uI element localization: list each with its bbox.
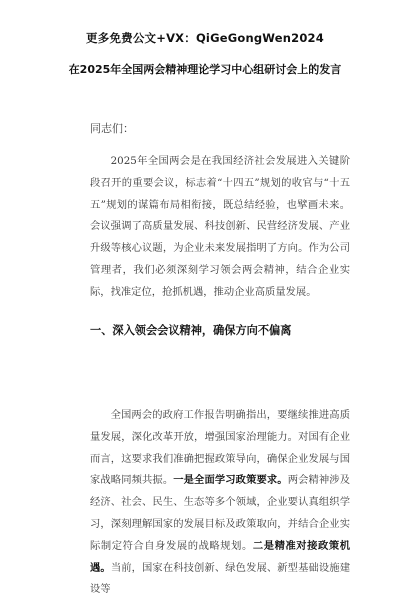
paragraph-text: 全国两会的政府工作报告明确指出，要继续推进高质量发展，深化改革开放，增强国家治理能力。对国有企业而言，这要求我们准确把握政策导向，确保企业发展与国家战略同频共振。 [90, 409, 350, 487]
paragraph-text: 两会精神涉及经济、社会、民生、生态等多个领域，企业要认真组织学习，深刻理解国家的发展目标及政策取向，并结合企业实际制定符合自身发展的战略规划。 [90, 474, 351, 552]
emphasis-point-2: 二是精准对接政策机遇。 [90, 539, 351, 574]
watermark-banner: 更多免费公文+VX：QiGeGongWen2024 [86, 31, 324, 45]
paragraph-intro: 2025年全国两会是在我国经济社会发展进入关键阶段召开的重要会议，标志着“十四五”规划的收官与“十五五”规划的谋篇布局相衔接，既总结经验，也擘画未来。会议强调了高质量发展、科技创新、民营经济发展、产业升级等核心议题，为企业未来发展指明了方向。作为公司管理者，我们必须深刻学习领会两会精神，结合企业实际，找准定位，抢抓机遇，推动企业高质量发展。 [90, 155, 350, 298]
salutation: 同志们： [90, 122, 134, 135]
emphasis-point-1: 一是全面学习政策要求。 [173, 474, 288, 487]
paragraph-text: 当前，国家在科技创新、绿色发展、新型基础设施建设等 [90, 561, 351, 596]
document-title: 在2025年全国两会精神理论学习中心组研讨会上的发言 [68, 63, 342, 76]
section-heading-1: 一、深入领会会议精神，确保方向不偏离 [90, 324, 292, 337]
paragraph-section1 [90, 405, 350, 601]
